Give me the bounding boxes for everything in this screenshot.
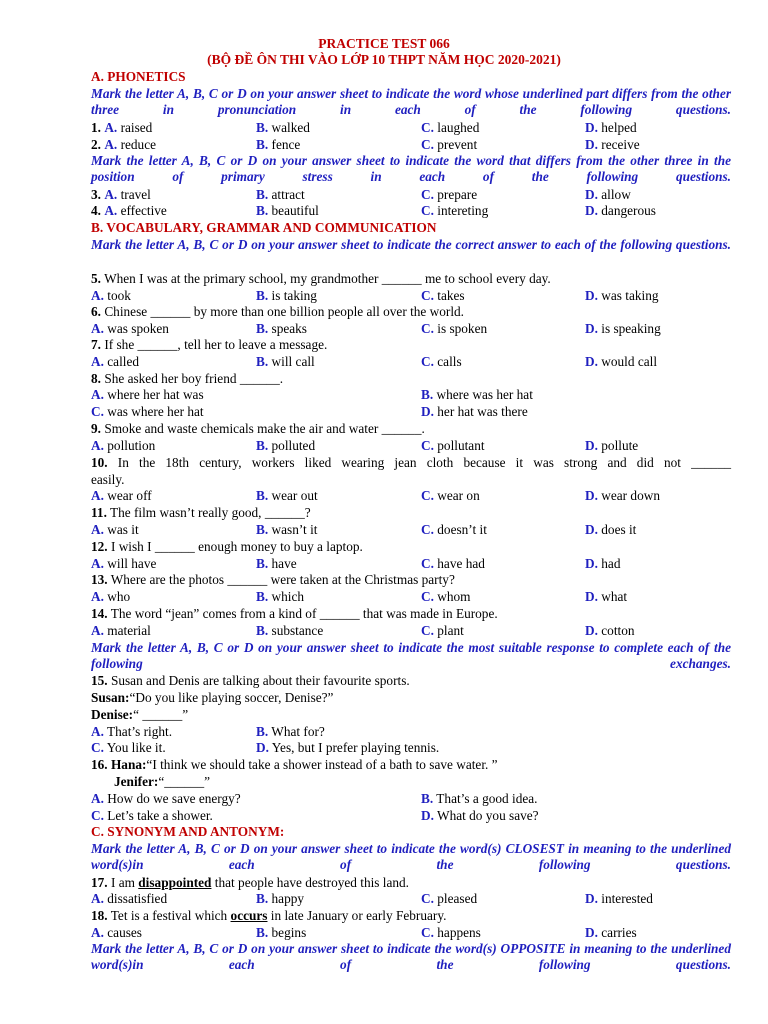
- option-d: allow: [601, 187, 631, 202]
- option-a: where her hat was: [107, 387, 204, 402]
- option-c: intereting: [437, 203, 489, 218]
- section-phonetics: A. PHONETICS: [91, 69, 186, 84]
- question-16-line-jenifer: Jenifer:“______”: [114, 774, 211, 789]
- question-10-stem-cont: easily.: [91, 472, 125, 487]
- question-18-stem: 18. Tet is a festival which occurs in late January or early February.: [91, 908, 447, 923]
- option-b: where was her hat: [436, 387, 533, 402]
- instruction-correct-answer: Mark the letter A, B, C or D on your answer sheet to indicate the correct answer to each of the following questions.: [91, 237, 731, 252]
- option-d: pollute: [601, 438, 639, 453]
- option-d: helped: [601, 120, 637, 135]
- option-d: had: [601, 556, 621, 571]
- option-a: travel: [120, 187, 151, 202]
- question-17-stem: 17. I am disappointed that people have destroyed this land.: [91, 875, 410, 890]
- question-14-stem: 14. The word “jean” comes from a kind of ______ that was made in Europe.: [91, 606, 498, 621]
- option-b: polluted: [271, 438, 316, 453]
- question-6-stem: 6. Chinese ______ by more than one billion people all over the world.: [91, 304, 464, 319]
- instruction-pronunciation: Mark the letter A, B, C or D on your answer sheet to indicate the word whose underlined part differs from the other three in pronunciation in each of the following questions.: [91, 86, 731, 117]
- question-12-stem: 12. I wish I ______ enough money to buy a laptop.: [91, 539, 363, 554]
- option-b: wear out: [271, 488, 318, 503]
- option-d: was taking: [601, 288, 659, 303]
- option-d: carries: [601, 925, 637, 940]
- option-b: will call: [271, 354, 315, 369]
- question-15-line-denise: Denise:“ ______”: [91, 707, 189, 722]
- option-c: calls: [437, 354, 462, 369]
- option-b: beautiful: [271, 203, 319, 218]
- option-b: attract: [271, 187, 305, 202]
- question-5-stem: 5. When I was at the primary school, my grandmother ______ me to school every day.: [91, 271, 551, 286]
- option-d: wear down: [601, 488, 660, 503]
- option-c: prevent: [437, 137, 478, 152]
- section-vocabulary: B. VOCABULARY, GRAMMAR AND COMMUNICATION: [91, 220, 437, 235]
- page-title: PRACTICE TEST 066: [318, 36, 450, 51]
- instruction-stress: Mark the letter A, B, C or D on your answer sheet to indicate the word that differs from the other three in the position of primary stress in each of the following questions.: [91, 153, 731, 184]
- option-c: plant: [437, 623, 464, 638]
- option-d: is speaking: [601, 321, 661, 336]
- option-a: raised: [120, 120, 153, 135]
- option-d: dangerous: [601, 203, 656, 218]
- option-c: Let’s take a shower.: [107, 808, 213, 823]
- page: PRACTICE TEST 066 (BỘ ĐỀ ÔN THI VÀO LỚP 10 THPT NĂM HỌC 2020-2021) A. PHONETICS Mark the letter A, B, C or D on your answer sheet to indicate the word whose underlined part differs from the other three in pronunciation in each of the following questions. 1. A. raised B. walked C. laughed D. helped 2. A. reduce B. fence C. prevent D. receive Mark the letter A, B, C or D on your answer sheet to indicate the word that differs from the other three in the position of primary stress in each of the following questions. 3. A. travel B. attract C. prepare D. allow 4. A. effective B. beautiful C. intereting D. dangerous B. VOCABULARY, GRAMMAR AND COMMUNICATION Mark the letter A, B, C or D on your answer sheet to indicate the correct answer to each of the following questions. 5. When I was at the primary school, my grandmother ______ me to school every day. A. took B. is taking C. takes D. was taking 6. Chinese ______ by more than one billion people all over the world. A. was spoken B. speaks C. is spoken D. is speaking 7. If she ______, tell her to leave a message. A. called B. will call C. calls D. would call 8. She asked her boy friend ______. A. where her hat was B. where was her hat C. was where her hat D. her hat was there 9. Smoke and waste chemicals make the air and water ______. A. pollution B. polluted C. pollutant D. pollute 10. In the 18th century, workers liked wearing jean cloth because it was strong and did not ______ easily. A. wear off B. wear out C. wear on D. wear down 11. The film wasn’t really good, ______? A. was it B. wasn’t it C. doesn’t it D. does it 12. I wish I ______ enough money to buy a laptop. A. will have B. have C. have had D. had 13. Where are the photos ______ were taken at the Christmas party? A. who B. which C. whom D. what 14. The word “jean” comes from a kind of ______ that was made in Europe. A. material B. substance C. plant D. cotton Mark the letter A, B, C or D on your answer sheet to indicate the most suitable response to complete each of the following exchanges. 15. Susan and Denis are talking about their favourite sports. Susan:“Do you like playing soccer, Denise?” Denise:“ ______” A. That’s right. B. What for? C. You like it. D. Yes, but I prefer playing tennis. 16. Hana:“I think we should take a shower instead of a bath to save water. ” Jenifer:“______” A. How do we save energy? B. That’s a good idea. C. Let’s take a shower. D. What do you save? C. SYNONYM AND ANTONYM: Mark the letter A, B, C or D on your answer sheet to indicate the word(s) CLOSEST in meaning to the underlined word(s)in each of the following questions. 17. I am disappointed that people have destroyed this land. A. dissatisfied B. happy C. pleased D. interested 18. Tet is a festival which occurs in late January or early February. A. causes B. begins C. happens D. carries Mark the letter A, B, C or D on your answer sheet to indicate the word(s) OPPOSITE in meaning to the underlined word(s)in each of the following questions.: [0, 0, 768, 1024]
- underlined-word: disappointed: [138, 875, 212, 890]
- option-a: causes: [107, 925, 142, 940]
- option-c: pollutant: [437, 438, 485, 453]
- option-d: What do you save?: [437, 808, 539, 823]
- option-a: How do we save energy?: [107, 791, 241, 806]
- option-c: was where her hat: [107, 404, 204, 419]
- option-c: laughed: [437, 120, 480, 135]
- option-b: That’s a good idea.: [436, 791, 538, 806]
- question-number: 2.: [91, 137, 101, 152]
- question-7-stem: 7. If she ______, tell her to leave a message.: [91, 337, 328, 352]
- option-d: Yes, but I prefer playing tennis.: [271, 740, 440, 755]
- option-a: pollution: [107, 438, 156, 453]
- option-a: dissatisfied: [107, 891, 168, 906]
- option-b: What for?: [271, 724, 325, 739]
- option-a: took: [107, 288, 131, 303]
- option-c: happens: [437, 925, 481, 940]
- option-a: will have: [107, 556, 157, 571]
- option-c: takes: [437, 288, 465, 303]
- question-15-line-susan: Susan:“Do you like playing soccer, Denise?”: [91, 690, 334, 705]
- option-d: does it: [601, 522, 637, 537]
- question-13-stem: 13. Where are the photos ______ were taken at the Christmas party?: [91, 572, 455, 587]
- question-16-line-hana: 16. Hana:“I think we should take a shower instead of a bath to save water. ”: [91, 757, 498, 772]
- option-b: fence: [271, 137, 301, 152]
- page-subtitle: (BỘ ĐỀ ÔN THI VÀO LỚP 10 THPT NĂM HỌC 2020-2021): [207, 52, 561, 67]
- option-a: called: [107, 354, 140, 369]
- question-number: 3.: [91, 187, 101, 202]
- option-a: effective: [120, 203, 167, 218]
- option-c: prepare: [437, 187, 478, 202]
- option-a: who: [107, 589, 131, 604]
- instruction-closest: Mark the letter A, B, C or D on your answer sheet to indicate the word(s) CLOSEST in meaning to the underlined word(s)in each of the following questions.: [91, 841, 731, 872]
- option-c: You like it.: [106, 740, 166, 755]
- option-b: happy: [271, 891, 305, 906]
- option-c: wear on: [437, 488, 480, 503]
- option-b: have: [271, 556, 297, 571]
- option-d: cotton: [601, 623, 635, 638]
- option-d: interested: [601, 891, 653, 906]
- option-a: wear off: [107, 488, 152, 503]
- question-number: 4.: [91, 203, 101, 218]
- option-a: reduce: [120, 137, 157, 152]
- option-d: her hat was there: [437, 404, 528, 419]
- underlined-word: occurs: [230, 908, 268, 923]
- question-10-stem: 10. In the 18th century, workers liked wearing jean cloth because it was strong and did not ______: [91, 455, 731, 470]
- option-c: is spoken: [437, 321, 488, 336]
- option-c: pleased: [437, 891, 478, 906]
- question-11-stem: 11. The film wasn’t really good, ______?: [91, 505, 311, 520]
- option-c: whom: [437, 589, 471, 604]
- option-a: was it: [107, 522, 139, 537]
- option-b: substance: [271, 623, 324, 638]
- question-number: 1.: [91, 120, 101, 135]
- option-b: is taking: [271, 288, 317, 303]
- option-b: begins: [271, 925, 307, 940]
- option-a: material: [107, 623, 151, 638]
- option-c: have had: [437, 556, 485, 571]
- option-d: would call: [601, 354, 658, 369]
- option-b: walked: [271, 120, 310, 135]
- question-15-stem: 15. Susan and Denis are talking about their favourite sports.: [91, 673, 410, 688]
- instruction-response: Mark the letter A, B, C or D on your answer sheet to indicate the most suitable response to complete each of the following exchanges.: [91, 640, 731, 671]
- question-8-stem: 8. She asked her boy friend ______.: [91, 371, 284, 386]
- option-d: what: [601, 589, 628, 604]
- instruction-opposite: Mark the letter A, B, C or D on your answer sheet to indicate the word(s) OPPOSITE in meaning to the underlined word(s)in each of the following questions.: [91, 941, 731, 972]
- option-b: wasn’t it: [271, 522, 318, 537]
- option-a: That’s right.: [107, 724, 173, 739]
- section-synonym-antonym: C. SYNONYM AND ANTONYM:: [91, 824, 285, 839]
- option-d: receive: [601, 137, 640, 152]
- option-c: doesn’t it: [437, 522, 487, 537]
- question-9-stem: 9. Smoke and waste chemicals make the air and water ______.: [91, 421, 425, 436]
- option-b: which: [271, 589, 305, 604]
- option-a: was spoken: [107, 321, 169, 336]
- option-b: speaks: [271, 321, 307, 336]
